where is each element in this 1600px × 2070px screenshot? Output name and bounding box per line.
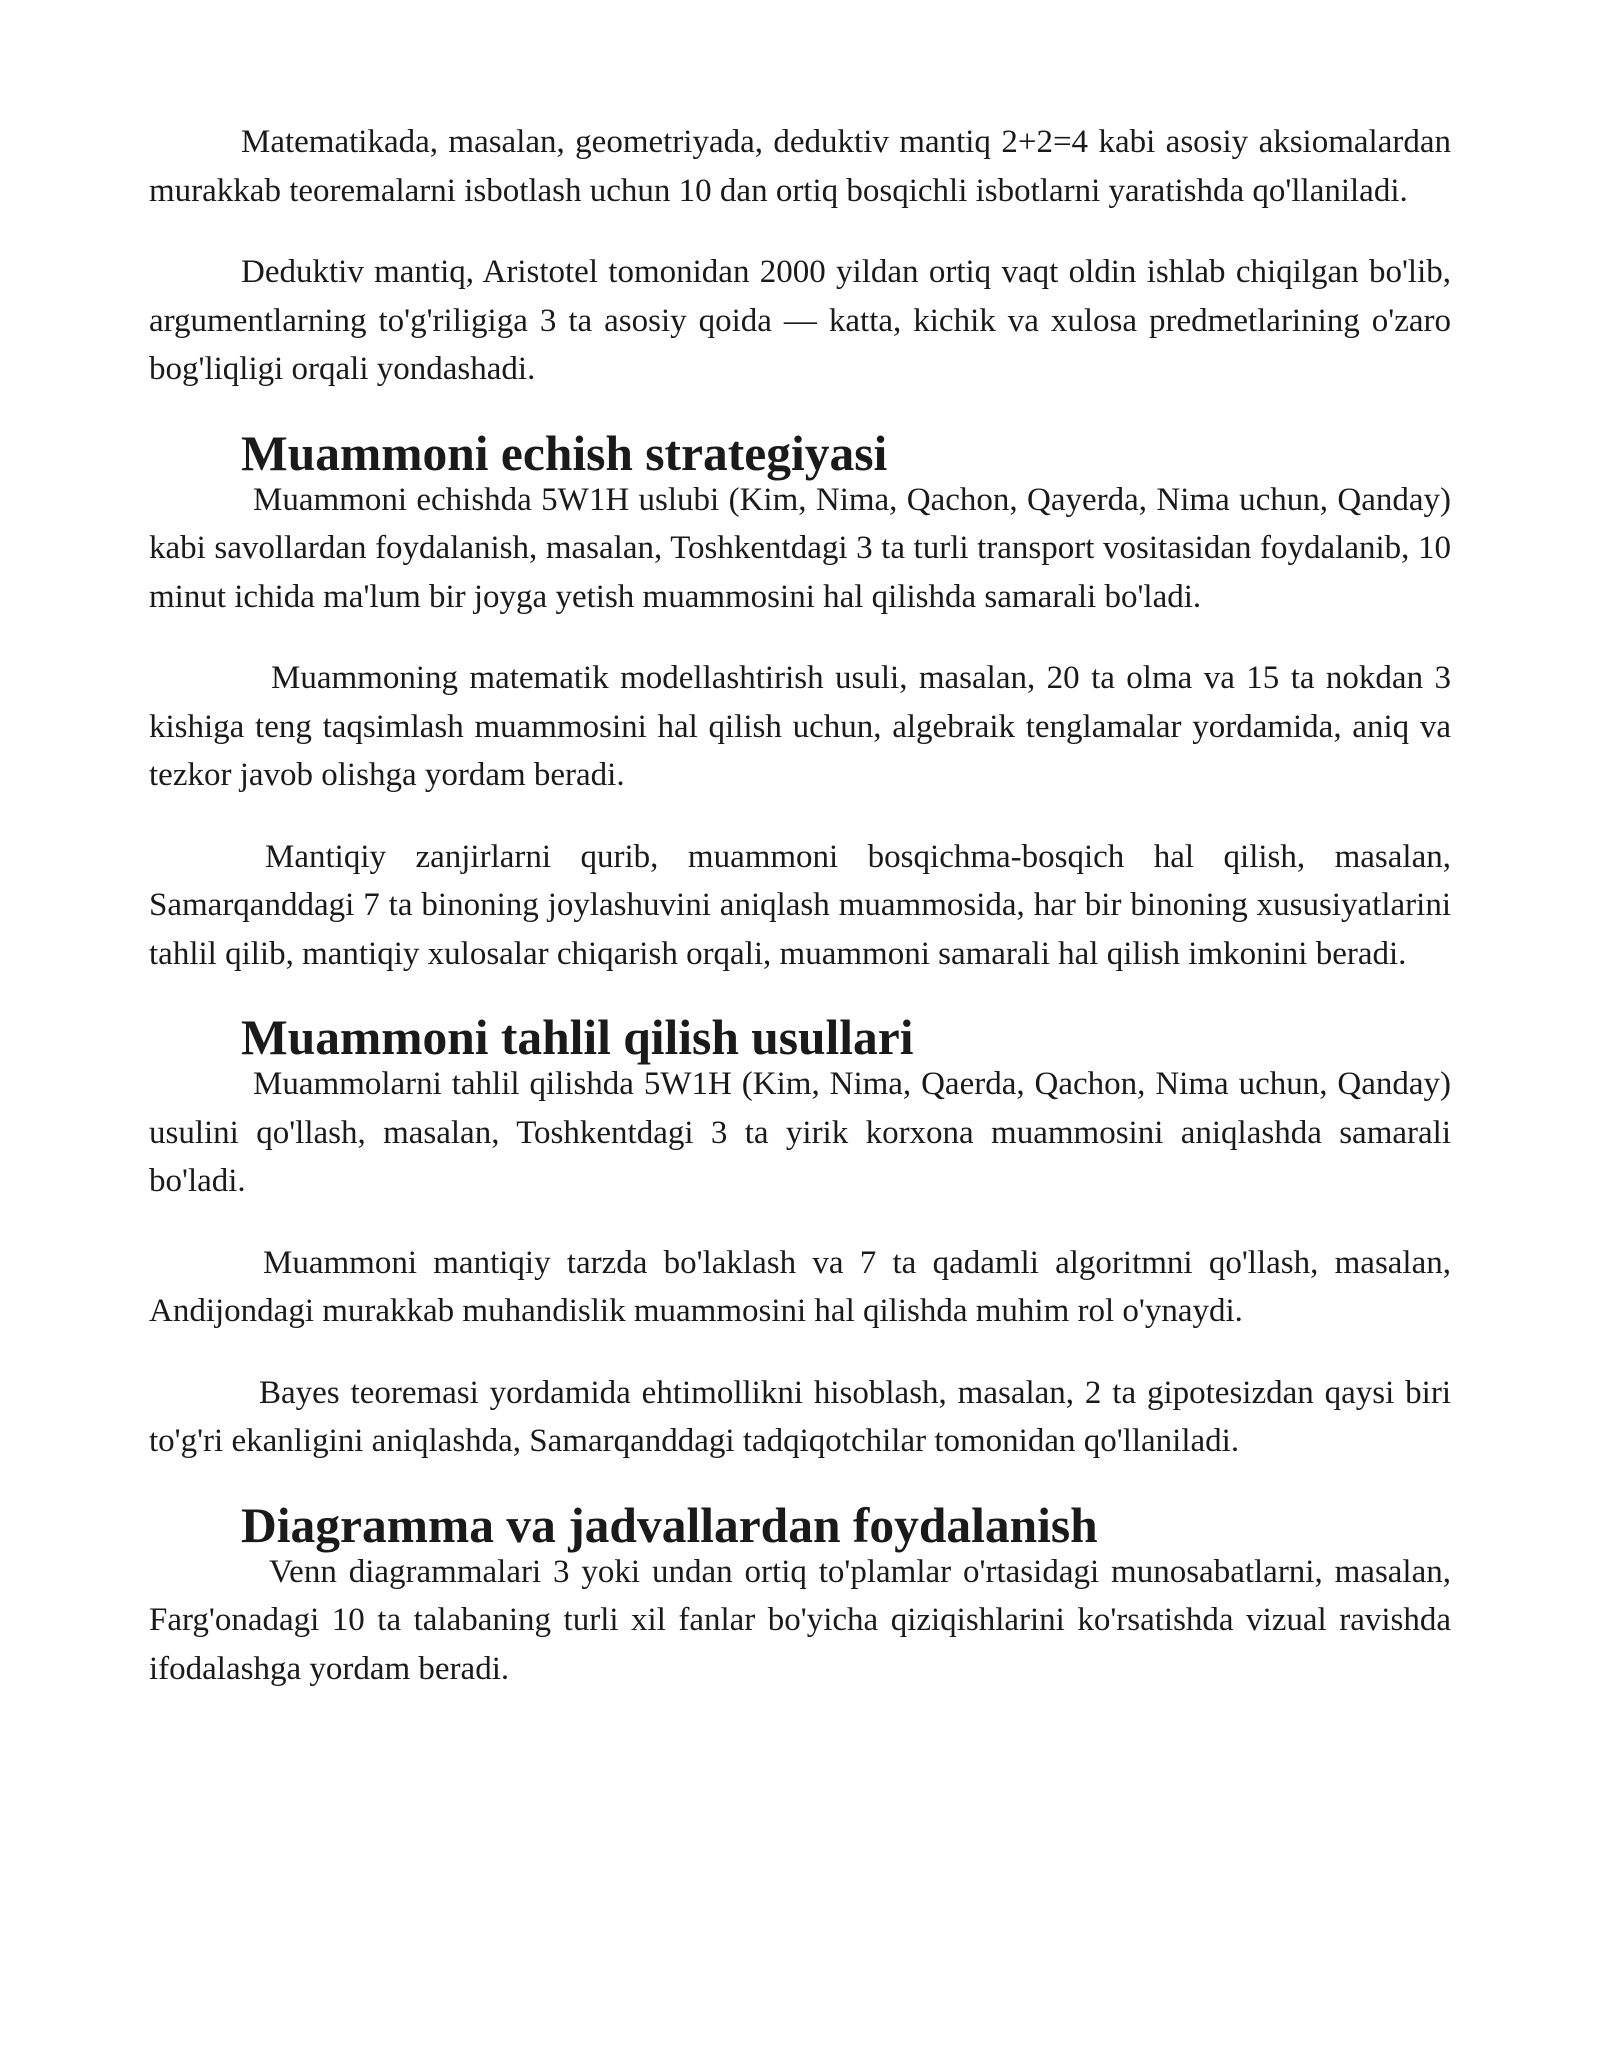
paragraph-algorithm-steps: Muammoni mantiqiy tarzda bo'laklash va 7 ta qadamli algoritmni qo'llash, masalan, Andijondagi murakkab muhandislik muammosini hal qilishda muhim rol o'ynaydi.: [149, 1244, 1451, 1329]
paragraph-math-modelling: Muammoning matematik modellashtirish usuli, masalan, 20 ta olma va 15 ta nokdan 3 kishiga teng taqsimlash muammosini hal qilish uchun, algebraik tenglamalar yordamida, aniq va tezkor javob olishga yordam beradi.: [149, 660, 1451, 793]
section-heading-diagrams: Diagramma va jadvallardan foydalanish: [241, 1497, 1098, 1553]
paragraph-venn-diagrams: Venn diagrammalari 3 yoki undan ortiq to'plamlar o'rtasidagi munosabatlarni, masalan, Farg'onadagi 10 ta talabaning turli xil fanlar bo'yicha qiziqishlarini ko'rsatishda vizual ravishda ifodalashga yordam beradi.: [149, 1553, 1451, 1687]
paragraph-logic-chains: Mantiqiy zanjirlarni qurib, muammoni bosqichma-bosqich hal qilish, masalan, Samarqanddagi 7 ta binoning joylashuvini aniqlash muammosida, har bir binoning xususiyatlarini tahlil qilib, mantiqiy xulosalar chiqarish orqali, muammoni samarali hal qilish imkonini beradi.: [149, 838, 1451, 972]
paragraph-aristotle-logic: Deduktiv mantiq, Aristotel tomonidan 2000 yildan ortiq vaqt oldin ishlab chiqilgan bo'lib, argumentlarning to'g'riligiga 3 ta asosiy qoida — katta, kichik va xulosa predmetlarining o'zaro bog'liqligi orqali yondashadi.: [149, 254, 1451, 387]
section-heading-strategy: Muammoni echish strategiyasi: [241, 425, 888, 481]
paragraph-bayes-theorem: Bayes teoremasi yordamida ehtimollikni hisoblash, masalan, 2 ta gipotesizdan qaysi biri to'g'ri ekanligini aniqlashda, Samarqanddagi tadqiqotchilar tomonidan qo'llaniladi.: [149, 1374, 1451, 1459]
paragraph-5w1h-analysis: Muammolarni tahlil qilishda 5W1H (Kim, Nima, Qaerda, Qachon, Nima uchun, Qanday) usulini qo'llash, masalan, Toshkentdagi 3 ta yirik korxona muammosini aniqlashda samarali bo'ladi.: [149, 1066, 1451, 1199]
section-heading-analysis: Muammoni tahlil qilish usullari: [241, 1010, 914, 1065]
document-page: [149, 118, 1451, 1693]
paragraph-5w1h-strategy: Muammoni echishda 5W1H uslubi (Kim, Nima, Qachon, Qayerda, Nima uchun, Qanday) kabi savollardan foydalanish, masalan, Toshkentdagi 3 ta turli transport vositasidan foydalanib, 10 minut ichida ma'lum bir joyga yetish muammosini hal qilishda samarali bo'ladi.: [149, 481, 1451, 615]
paragraph-deductive-math: Matematikada, masalan, geometriyada, deduktiv mantiq 2+2=4 kabi asosiy aksiomalardan murakkab teoremalarni isbotlash uchun 10 dan ortiq bosqichli isbotlarni yaratishda qo'llaniladi.: [149, 124, 1451, 209]
